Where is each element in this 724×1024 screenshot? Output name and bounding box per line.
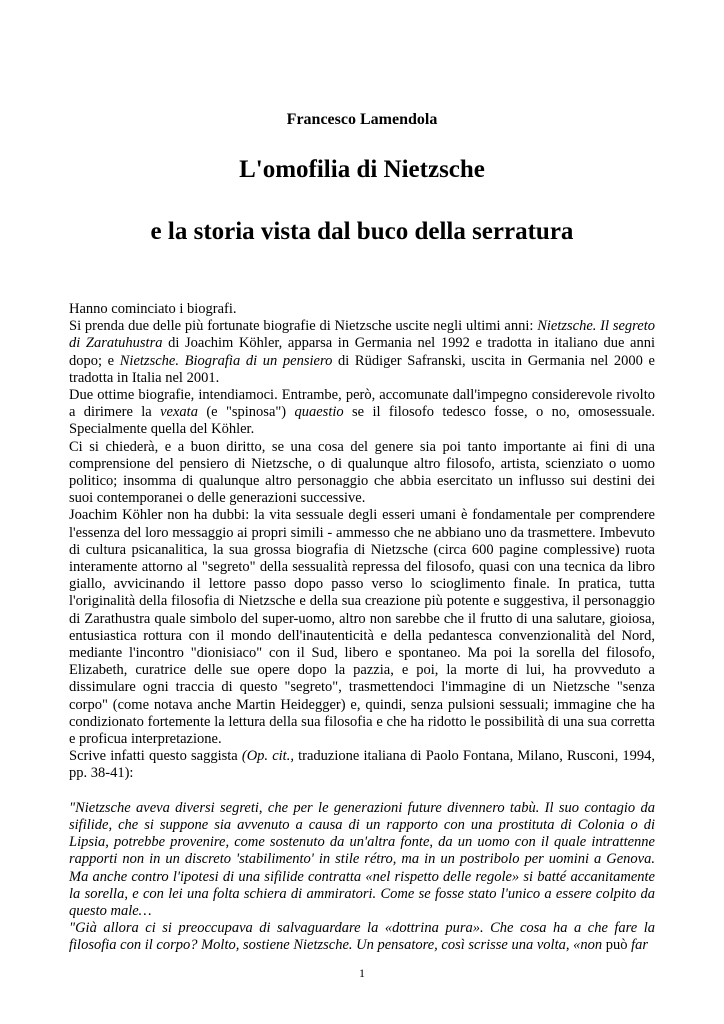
text-run: di Rüdiger Safranski, uscita in Germania nel 2000 e tradotta in Italia nel 2001.: [69, 352, 655, 386]
book-title: Nietzsche. Biografia di un pensiero: [119, 352, 333, 369]
text-run-upright: può: [605, 937, 628, 954]
author-name: Francesco Lamendola: [286, 111, 438, 128]
document-title: L'omofilia di Nietzsche: [239, 156, 485, 183]
text-run: far: [627, 937, 649, 954]
text-run: (e "spinosa"): [197, 404, 295, 421]
quote-paragraph-1: "Nietzsche aveva diversi segreti, che per le generazioni future divennero tabù. Il suo contagio da sifilide, che si suppone sia avvenuto a causa di un rapporto con una prostituta di Colonia o di Lipsia, potrebbe provenire, come sostenuto da un'altra fonte, da un uomo con il quale intrattenne rapporti non in un discreto 'stabilimento' in stile rétro, ma in un postribolo per uomini a Genova. Ma anche contro l'ipotesi di una sifilide contratta «nel rispetto delle regole» si batté accanitamente la sorella, e con lei una folta schiera di ammiratori. Come se fosse stato l'unico a essere colpito da questo male…: [69, 799, 655, 919]
latin-term: quaestio: [294, 404, 344, 421]
book-title: Nietzsche. Il segreto di Zaratuhustra: [69, 318, 655, 352]
latin-term: vexata: [160, 404, 198, 421]
paragraph-1: Hanno cominciato i biografi.: [69, 301, 237, 317]
text-run: Si prenda due delle più fortunate biografie di Nietzsche uscite negli ultimi anni:: [69, 318, 538, 335]
text-run: se il filosofo tedesco fosse, o no, omosessuale. Specialmente quella del Köhler.: [69, 404, 656, 438]
quote-paragraph-2: [69, 920, 655, 954]
text-run: Due ottime biografie, intendiamoci. Entrambe, però, accomunate dall'impegno considerevole rivolto a dirimere la: [69, 387, 655, 421]
paragraph-3: [69, 387, 655, 439]
text-run: "Già allora ci si preoccupava di salvaguardare la «dottrina pura». Che cosa ha a che fare la filosofia con il corpo? Molto, sostiene Nietzsche. Un pensatore, così scrisse una volta, «non: [69, 920, 655, 954]
text-run: traduzione italiana di Paolo Fontana, Milano, Rusconi, 1994, pp. 38-41):: [69, 748, 655, 782]
text-run: Scrive infatti questo saggista: [69, 748, 242, 765]
paragraph-5: Joachim Köhler non ha dubbi: la vita sessuale degli esseri umani è fondamentale per comprendere l'essenza del loro messaggio ai propri simili - ammesso che ne abbiano uno da trasmettere. Imbevuto di cultura psicanalitica, la sua grossa biografia di Nietzsche (circa 600 pagine complessive) ruota interamente attorno al "segreto" della sessualità repressa del filosofo, quasi con una tecnica da libro giallo, avvicinando il lettore passo dopo passo verso lo scioglimento finale. In pratica, tutta l'originalità della filosofia di Nietzsche e della sua creazione più potente e suggestiva, il personaggio di Zarathustra quale simbolo del super-uomo, altro non sarebbe che il frutto di una salutare, gioiosa, entusiastica rottura con il mondo dell'inautenticità e della pedantesca convenzionalità del Nord, mediante l'incontro "dionisiaco" con il Sud, libero e spontaneo. Ma poi la sorella del filosofo, Elizabeth, curatrice delle sue opere dopo la pazzia, e poi, la morte di lui, ha provveduto a dissimulare ogni traccia di questo "segreto", trasmettendoci l'immagine di un Nietzsche "senza corpo" (come notava anche Martin Heidegger) e, quindi, senza pulsioni sessuali; immagine che ha condizionato fortemente la lettura della sua filosofia e che ha ridotto le possibilità di una sua corretta e proficua interpretazione.: [69, 507, 655, 748]
paragraph-2: [69, 318, 655, 387]
text-run: di Joachim Köhler, apparsa in Germania nel 1992 e tradotta in italiano due anni dopo; e: [69, 335, 655, 369]
paragraph-6: [69, 748, 655, 782]
page-number: 1: [359, 966, 365, 980]
citation: (Op. cit.,: [241, 748, 294, 765]
paragraph-4: Ci si chiederà, e a buon diritto, se una cosa del genere sia poi tanto importante ai fini di una comprensione del pensiero di Nietzsche, o di qualunque altro filosofo, artista, scienziato o uomo politico; insomma di qualunque altro personaggio che abbia esercitato un influsso sui destini dei suoi contemporanei o delle generazioni successive.: [69, 438, 655, 507]
document-subtitle: e la storia vista dal buco della serratura: [150, 218, 574, 245]
paragraph-spacer: [69, 783, 655, 800]
body-text: [69, 301, 655, 955]
